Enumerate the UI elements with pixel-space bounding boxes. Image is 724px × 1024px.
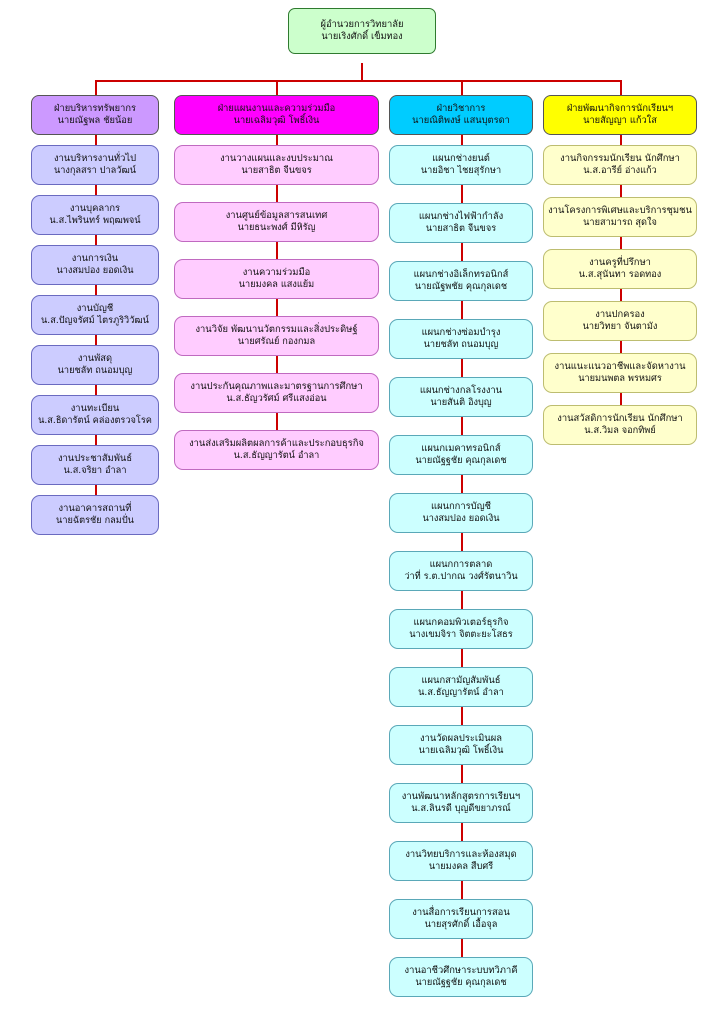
node-academic-5[interactable] bbox=[389, 377, 533, 417]
node-name: นายมงคล สืบศรี bbox=[428, 861, 494, 873]
connector-academic-8 bbox=[461, 533, 463, 551]
node-name: นายสามารถ สุดใจ bbox=[583, 217, 657, 229]
node-student-affairs-4[interactable] bbox=[543, 301, 697, 341]
node-student-affairs-6[interactable] bbox=[543, 405, 697, 445]
node-name: นายสาธิต จีนขจร bbox=[425, 223, 497, 235]
node-title: งานแนะแนวอาชีพและจัดหางาน bbox=[554, 361, 686, 373]
dept-name: นายเฉลิมวุฒิ โพธิ์เงิน bbox=[233, 115, 320, 126]
node-academic-3[interactable] bbox=[389, 261, 533, 301]
node-planning-5[interactable] bbox=[174, 373, 379, 413]
node-academic-6[interactable] bbox=[389, 435, 533, 475]
node-name: นางสมปอง ยอดเงิน bbox=[422, 513, 500, 525]
node-planning-2[interactable] bbox=[174, 202, 379, 242]
connector-academic-7 bbox=[461, 475, 463, 493]
node-academic-4[interactable] bbox=[389, 319, 533, 359]
dept-name: นายณัฐพล ชัยน้อย bbox=[57, 115, 133, 126]
node-student-affairs-3[interactable] bbox=[543, 249, 697, 289]
node-name: นางสมปอง ยอดเงิน bbox=[56, 265, 134, 277]
node-student-affairs-5[interactable] bbox=[543, 353, 697, 393]
node-name: นายมนพตล พรหมศร bbox=[578, 373, 662, 385]
node-title: แผนกช่างอิเล็กทรอนิกส์ bbox=[413, 269, 509, 281]
node-title: แผนกเมคาทรอนิกส์ bbox=[421, 443, 501, 455]
node-title: แผนกช่างซ่อมบำรุง bbox=[421, 327, 501, 339]
dept-header-academic[interactable] bbox=[389, 95, 533, 135]
dept-title: ฝ่ายวิชาการ bbox=[436, 103, 486, 115]
node-academic-11[interactable] bbox=[389, 725, 533, 765]
node-title: แผนกการบัญชี bbox=[431, 501, 491, 513]
node-student-affairs-1[interactable] bbox=[543, 145, 697, 185]
connector-drop-dept-3 bbox=[461, 80, 463, 95]
connector-academic-6 bbox=[461, 417, 463, 435]
connector-academic-2 bbox=[461, 185, 463, 203]
connector-academic-4 bbox=[461, 301, 463, 319]
node-academic-2[interactable] bbox=[389, 203, 533, 243]
connector-resources-5 bbox=[95, 335, 97, 345]
dept-header-resources[interactable] bbox=[31, 95, 159, 135]
connector-resources-3 bbox=[95, 235, 97, 245]
dept-header-student-affairs[interactable] bbox=[543, 95, 697, 135]
connector-planning-6 bbox=[276, 413, 278, 430]
node-name: นายณัฐฐชัย คุณกุลเดช bbox=[415, 455, 507, 467]
node-name: น.ส.ไพรินทร์ พฤฒพจน์ bbox=[49, 215, 141, 227]
connector-student-affairs-4 bbox=[620, 289, 622, 301]
node-title: งานศูนย์ข้อมูลสารสนเทศ bbox=[225, 210, 328, 222]
dept-header-planning[interactable] bbox=[174, 95, 379, 135]
connector-drop-dept-1 bbox=[95, 80, 97, 95]
connector-academic-14 bbox=[461, 881, 463, 899]
node-name: น.ส.ลินรดี บุญดีขยาภรณ์ bbox=[411, 803, 511, 815]
node-name: นายสาธิต จีนขจร bbox=[241, 165, 312, 177]
node-title: งานการเงิน bbox=[71, 253, 119, 265]
connector-resources-2 bbox=[95, 185, 97, 195]
connector-academic-10 bbox=[461, 649, 463, 667]
dept-name: นายสัญญา แก้วใส bbox=[583, 115, 657, 126]
node-resources-6[interactable] bbox=[31, 395, 159, 435]
node-academic-10[interactable] bbox=[389, 667, 533, 707]
node-academic-8[interactable] bbox=[389, 551, 533, 591]
node-resources-1[interactable] bbox=[31, 145, 159, 185]
node-resources-5[interactable] bbox=[31, 345, 159, 385]
node-name: นางเขมจิรา จิตตะยะโสธร bbox=[409, 629, 513, 641]
connector-student-affairs-3 bbox=[620, 237, 622, 249]
connector-academic-13 bbox=[461, 823, 463, 841]
node-title: งานประชาสัมพันธ์ bbox=[57, 453, 133, 465]
node-resources-2[interactable] bbox=[31, 195, 159, 235]
node-title: ผู้อำนวยการวิทยาลัย bbox=[320, 19, 404, 31]
node-title: แผนกช่างไฟฟ้ากำลัง bbox=[418, 211, 504, 223]
dept-title: ฝ่ายบริหารทรัพยากร bbox=[54, 103, 136, 115]
node-title: งานวัดผลประเมินผล bbox=[420, 733, 502, 745]
connector-resources-7 bbox=[95, 435, 97, 445]
node-name: นายสุรศักดิ์ เอื้อจุล bbox=[424, 919, 498, 931]
node-name: นายชลัท ถนอมบุญ bbox=[57, 365, 133, 377]
node-title: งานวางแผนและงบประมาณ bbox=[220, 153, 333, 165]
node-academic-15[interactable] bbox=[389, 957, 533, 997]
node-title: งานประกันคุณภาพและมาตรฐานการศึกษา bbox=[190, 381, 363, 393]
node-name: น.ส.ธัญวรัศม์ ศรีแสงอ่อน bbox=[226, 393, 327, 405]
connector-academic-9 bbox=[461, 591, 463, 609]
connector-planning-2 bbox=[276, 185, 278, 202]
node-title: งานปกครอง bbox=[595, 309, 645, 321]
node-title: งานวิจัย พัฒนานวัตกรรมและสิ่งประดิษฐ์ bbox=[195, 324, 358, 336]
connector-academic-11 bbox=[461, 707, 463, 725]
connector-root-stem bbox=[361, 63, 363, 81]
node-name: น.ส.อารีย์ อ่างแก้ว bbox=[583, 165, 657, 177]
node-title: งานบัญชี bbox=[76, 303, 114, 315]
node-resources-7[interactable] bbox=[31, 445, 159, 485]
connector-drop-dept-2 bbox=[276, 80, 278, 95]
node-title: งานพัสดุ bbox=[77, 353, 113, 365]
node-name: นายเริงศักดิ์ เข็มทอง bbox=[321, 31, 403, 43]
node-title: แผนกสามัญสัมพันธ์ bbox=[421, 675, 501, 687]
connector-resources-1 bbox=[95, 135, 97, 145]
connector-planning-4 bbox=[276, 299, 278, 316]
node-name: นายณัฐฐชัย คุณกุลเดช bbox=[415, 977, 507, 989]
node-name: นายอิชา ไชยสุรักษา bbox=[420, 165, 502, 177]
connector-student-affairs-6 bbox=[620, 393, 622, 405]
dept-name: นายณิติพงษ์ แสนบุตรดา bbox=[412, 115, 510, 126]
node-name: นายณัฐพชัย คุณกุลเดช bbox=[414, 281, 508, 293]
node-director[interactable] bbox=[288, 8, 436, 54]
node-title: งานความร่วมมือ bbox=[242, 267, 311, 279]
connector-student-affairs-5 bbox=[620, 341, 622, 353]
node-name: น.ส.ปัญจรัศม์ ไตรภูริวิวัฒน์ bbox=[41, 315, 149, 327]
node-title: งานบุคลากร bbox=[69, 203, 121, 215]
dept-title: ฝ่ายพัฒนากิจการนักเรียนฯ bbox=[566, 103, 674, 115]
connector-planning-5 bbox=[276, 356, 278, 373]
node-planning-1[interactable] bbox=[174, 145, 379, 185]
node-name: น.ส.จริยา อำลา bbox=[63, 465, 127, 477]
node-planning-6[interactable] bbox=[174, 430, 379, 470]
connector-planning-3 bbox=[276, 242, 278, 259]
node-planning-3[interactable] bbox=[174, 259, 379, 299]
node-name: ว่าที่ ร.ต.ปากณ วงศ์รัตนาวิน bbox=[404, 571, 518, 583]
node-planning-4[interactable] bbox=[174, 316, 379, 356]
node-academic-9[interactable] bbox=[389, 609, 533, 649]
node-name: น.ส.ธัญญารัตน์ อำลา bbox=[418, 687, 504, 699]
node-title: งานโครงการพิเศษและบริการชุมชน bbox=[548, 205, 692, 217]
node-name: น.ส.วิมล จอกทิพย์ bbox=[584, 425, 656, 437]
node-resources-8[interactable] bbox=[31, 495, 159, 535]
connector-resources-6 bbox=[95, 385, 97, 395]
connector-main-bus bbox=[95, 80, 620, 82]
node-name: นายฉัตรชัย กลมปั่น bbox=[56, 515, 134, 527]
connector-drop-dept-4 bbox=[620, 80, 622, 95]
node-title: แผนกช่างกลโรงงาน bbox=[419, 385, 503, 397]
node-title: งานสื่อการเรียนการสอน bbox=[412, 907, 510, 919]
node-title: งานส่งเสริมผลิตผลการค้าและประกอบธุรกิจ bbox=[189, 438, 364, 450]
node-name: นายเฉลิมวุฒิ โพธิ์เงิน bbox=[418, 745, 504, 757]
connector-academic-5 bbox=[461, 359, 463, 377]
node-name: นายศรัณย์ กองกมล bbox=[237, 336, 316, 348]
node-name: นายสันติ อิงบุญ bbox=[430, 397, 492, 409]
connector-resources-4 bbox=[95, 285, 97, 295]
node-name: นางกุลสรา ปาลวัฒน์ bbox=[53, 165, 137, 177]
node-title: งานทะเบียน bbox=[70, 403, 120, 415]
node-resources-4[interactable] bbox=[31, 295, 159, 335]
node-title: แผนกช่างยนต์ bbox=[432, 153, 490, 165]
connector-academic-15 bbox=[461, 939, 463, 957]
node-name: น.ส.สุนันทา รอดทอง bbox=[578, 269, 662, 281]
node-title: งานอาคารสถานที่ bbox=[58, 503, 132, 515]
dept-title: ฝ่ายแผนงานและความร่วมมือ bbox=[217, 103, 336, 115]
node-academic-14[interactable] bbox=[389, 899, 533, 939]
connector-student-affairs-2 bbox=[620, 185, 622, 197]
node-title: งานครูที่ปรึกษา bbox=[589, 257, 651, 269]
node-name: นายชลัท ถนอมบุญ bbox=[423, 339, 499, 351]
node-resources-3[interactable] bbox=[31, 245, 159, 285]
node-title: งานสวัสดิการนักเรียน นักศึกษา bbox=[557, 413, 683, 425]
node-title: แผนกคอมพิวเตอร์ธุรกิจ bbox=[413, 617, 509, 629]
node-title: งานกิจกรรมนักเรียน นักศึกษา bbox=[560, 153, 680, 165]
node-academic-13[interactable] bbox=[389, 841, 533, 881]
node-title: งานพัฒนาหลักสูตรการเรียนฯ bbox=[401, 791, 521, 803]
connector-resources-8 bbox=[95, 485, 97, 495]
node-name: นายมงคล แสงแย้ม bbox=[238, 279, 315, 291]
node-name: นายธนะพงศ์ มีหิรัญ bbox=[237, 222, 316, 234]
node-name: น.ส.ธัญญารัตน์ อำลา bbox=[233, 450, 320, 462]
node-academic-7[interactable] bbox=[389, 493, 533, 533]
connector-academic-12 bbox=[461, 765, 463, 783]
node-student-affairs-2[interactable] bbox=[543, 197, 697, 237]
node-name: นายวิทยา จันตามัง bbox=[582, 321, 658, 333]
node-academic-1[interactable] bbox=[389, 145, 533, 185]
node-name: น.ส.ธิดารัตน์ คล่องตรวจโรค bbox=[38, 415, 152, 427]
connector-academic-3 bbox=[461, 243, 463, 261]
node-academic-12[interactable] bbox=[389, 783, 533, 823]
node-title: แผนกการตลาด bbox=[429, 559, 493, 571]
node-title: งานอาชีวศึกษาระบบทวิภาคี bbox=[404, 965, 518, 977]
node-title: งานบริหารงานทั่วไป bbox=[53, 153, 137, 165]
node-title: งานวิทยบริการและห้องสมุด bbox=[405, 849, 517, 861]
